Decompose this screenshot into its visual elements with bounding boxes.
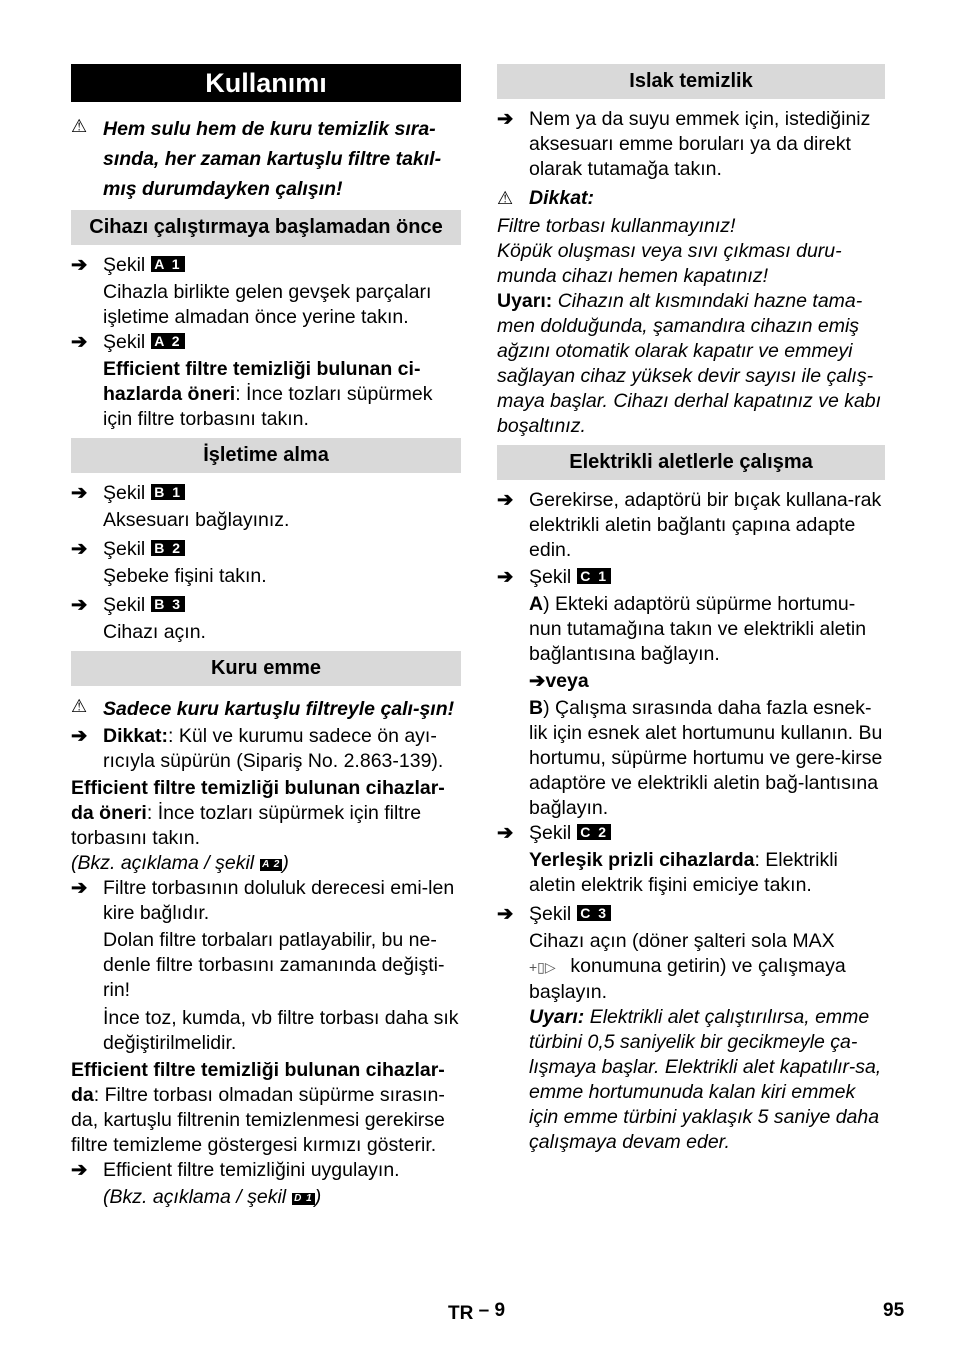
arrow-icon: ➔ (497, 489, 514, 511)
list-item: ➔ Şekil C 2 (497, 821, 885, 846)
list-item: ➔ Şekil A 1 (71, 253, 461, 278)
arrow-icon: ➔ (71, 482, 88, 504)
page-title: Kullanımı (71, 64, 461, 102)
list-item: ➔ Şekil B 1 (71, 481, 461, 506)
arrow-icon: ➔ (497, 566, 514, 588)
figure-ref: B 3 (151, 596, 185, 612)
list-item: ➔ Şekil B 3 (71, 593, 461, 618)
figure-ref: A 2 (151, 333, 184, 349)
arrow-icon: ➔ (497, 108, 514, 130)
footer-lang: TR – 9 (448, 1300, 506, 1324)
section-heading: Islak temizlik (497, 64, 885, 99)
right-column: Islak temizlik ➔ Nem ya da suyu emmek için, istediğiniz aksesuarı emme boruları ya da direkt olarak tutamağa takın. ⚠ Dikkat: Filtre torbası kullanmayınız! Köpük oluşması veya sıvı çıkması duru-munda cihazı hemen kapatınız! Uyarı: Cihazın alt kısmındaki hazne tama-men dolduğunda, şamandıra cihazın emiş ağzını otomatik olarak kapatır ve emmeyi sağlayan cihaz yüksek devir sayısı ile çalış-maya başlar. Cihazı derhal kapatınız ve kabı boşaltınız. Elektrikli aletlerle çalışma ➔ Gerekirse, adaptörü bir bıçak kullana-rak elektrikli aletin bağlantı çapına adapte edin. ➔ Şekil C 1 A) Ekteki adaptörü süpürme hortumu-nun tutamağına takın ve elektrikli aletin bağlantısına bağlayın. ➔veya B) Çalışma sırasında daha fazla esnek-lik için esnek alet hortumunu kullanın. Bu hortumu, süpürme hortumu ve gere-kirse adaptöre ve elektrikli aletin bağ-lantısına bağlayın. ➔ Şekil C 2 Yerleşik prizli cihazlarda: Elektrikli aletin elektrik fişini emiciye takın. ➔ Şekil C 3 Cihazı açın (döner şalteri sola MAX +▯▷ konumuna getirin) ve çalışmaya başlayın. Uyarı: Elektrikli alet çalıştırılırsa, emme türbini 0,5 saniyelik bir gecikmeyle ça-lışmaya başlar. Elektrikli alet kapatılır-sa, emme hortumunuda kalan kiri emmek için emme türbini yaklaşık 5 saniye daha çalışmaya devam eder. (497, 64, 885, 1155)
section-heading: Kuru emme (71, 651, 461, 686)
figure-reference: (Bkz. açıklama / şekil D 1 ) (103, 1186, 322, 1208)
list-item: ➔ Şekil B 2 (71, 537, 461, 562)
arrow-icon: ➔ (71, 254, 88, 276)
list-item: ➔ Nem ya da suyu emmek için, istediğiniz aksesuarı emme boruları ya da direkt olarak tutamağa takın. (497, 108, 871, 180)
left-column: Kullanımı ⚠ Hem sulu hem de kuru temizlik sıra-sında, her zaman kartuşlu filtre takıl-mış durumdayken çalışın! Cihazı çalıştırmaya başlamadan önce ➔ Şekil A 1 Cihazla birlikte gelen gevşek parçaları işletime almadan önce yerine takın. ➔ Şekil A 2 Efficient filtre temizliği bulunan ci-hazlarda öneri: İnce tozları süpürmek için filtre torbasını takın. İşletime alma ➔ Şekil B 1 Aksesuarı bağlayınız. ➔ Şekil B 2 Şebeke fişini takın. ➔ Şekil B 3 Cihazı açın. Kuru emme ⚠ Sadece kuru kartuşlu filtreyle çalı-şın! ➔ Dikkat:: Kül ve kurumu sadece ön ayı-rıcıyla süpürün (Sipariş No. 2.863-139). Efficient filtre temizliği bulunan cihazlar-da öneri: İnce tozları süpürmek için filtre torbasını takın. (Bkz. açıklama / şekil A 2 ) ➔ Filtre torbasının doluluk derecesi emi-len kire bağlıdır. Dolan filtre torbaları patlayabilir, bu ne-denle filtre torbasını zamanında değişti-rin! İnce toz, kumda, vb filtre torbası daha sık değiştirilmelidir. Efficient filtre temizliği bulunan cihazlar-da: Filtre torbası olmadan süpürme sırasın-da, kartuşlu filtrenin temizlenmesi gerekirse filtre temizleme göstergesi kırmızı gösterir. ➔ Efficient filtre temizliğini uygulayın. (Bkz. açıklama / şekil D 1 ) (71, 64, 461, 1210)
list-item: ➔ Şekil C 1 (497, 565, 885, 590)
figure-ref: A 1 (151, 256, 184, 272)
warning-icon: ⚠ (71, 116, 88, 136)
list-item: ➔ Gerekirse, adaptörü bir bıçak kullana-rak elektrikli aletin bağlantı çapına adapte edin. (497, 489, 882, 561)
list-item: ➔ Efficient filtre temizliğini uygulayın. (71, 1159, 400, 1181)
arrow-icon: ➔ (71, 1159, 88, 1181)
section-heading: İşletime alma (71, 438, 461, 473)
section-heading: Cihazı çalıştırmaya başlamadan önce (71, 210, 461, 245)
arrow-icon: ➔ (71, 594, 88, 616)
list-item: ➔ Şekil A 2 (71, 330, 461, 355)
list-item: ➔ Filtre torbasının doluluk derecesi emi-len kire bağlıdır. (71, 877, 455, 924)
section-heading: Elektrikli aletlerle çalışma (497, 445, 885, 480)
caution-note: ⚠ Dikkat: (497, 187, 595, 209)
arrow-icon: ➔ (71, 331, 88, 353)
figure-ref: C 3 (577, 905, 611, 921)
figure-ref: B 2 (151, 540, 185, 556)
warning-icon: ⚠ (497, 188, 514, 208)
page-number: 95 (883, 1300, 905, 1321)
arrow-icon: ➔ (497, 903, 514, 925)
figure-ref: C 2 (577, 824, 611, 840)
warning-note: ⚠ Sadece kuru kartuşlu filtreyle çalı-şın! (71, 694, 461, 724)
figure-reference: (Bkz. açıklama / şekil A 2 ) (71, 852, 289, 874)
arrow-icon: ➔ (71, 725, 88, 747)
arrow-icon: ➔ (497, 822, 514, 844)
list-item: ➔ Şekil C 3 (497, 902, 885, 927)
warning-icon: ⚠ (71, 696, 88, 716)
list-item: ➔ Dikkat:: Kül ve kurumu sadece ön ayı-rıcıyla süpürün (Sipariş No. 2.863-139). (71, 725, 444, 772)
warning-note: ⚠ Hem sulu hem de kuru temizlik sıra-sında, her zaman kartuşlu filtre takıl-mış durumdayken çalışın! (71, 114, 461, 204)
figure-ref: B 1 (151, 484, 185, 500)
arrow-icon: ➔ (71, 538, 88, 560)
figure-ref: C 1 (577, 568, 611, 584)
arrow-icon: ➔ (71, 877, 88, 899)
switch-position-icon: +▯▷ (529, 959, 556, 975)
